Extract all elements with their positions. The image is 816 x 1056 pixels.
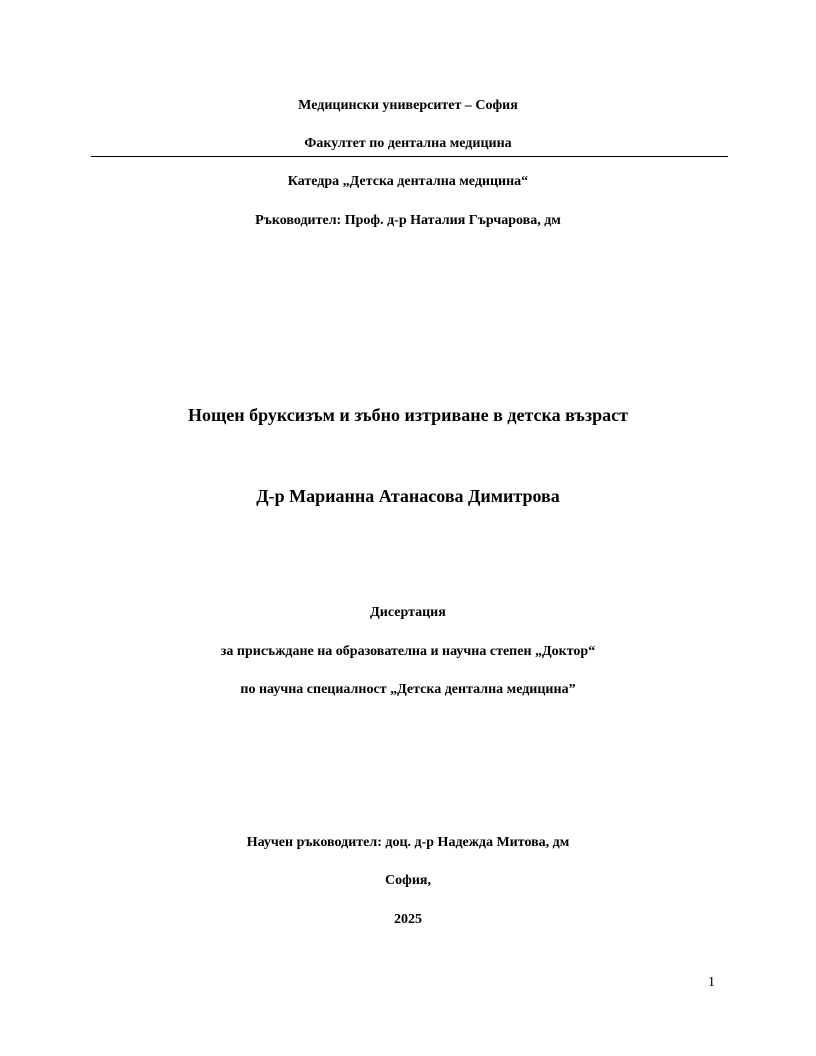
city-line: София, [385, 873, 431, 888]
faculty-name: Факултет по дентална медицина [304, 136, 512, 151]
author-name: Д-р Марианна Атанасова Димитрова [256, 486, 560, 506]
page-number: 1 [708, 975, 715, 990]
supervisor-line: Научен ръководител: доц. д-р Надежда Митова, дм [246, 835, 570, 850]
dissertation-title: Нощен бруксизъм и зъбно изтриване в детска възраст [188, 405, 628, 425]
header-divider [91, 156, 728, 157]
year-line: 2025 [394, 912, 422, 927]
specialty-line: по научна специалност „Детска дентална медицина” [240, 682, 576, 697]
dissertation-label: Дисертация [370, 605, 446, 620]
university-name: Медицински университет – София [298, 98, 518, 113]
department-head: Ръководител: Проф. д-р Наталия Гърчарова, дм [255, 213, 561, 228]
department-name: Катедра „Детска дентална медицина“ [287, 174, 529, 189]
degree-line: за присъждане на образователна и научна степен „Доктор“ [220, 644, 596, 659]
